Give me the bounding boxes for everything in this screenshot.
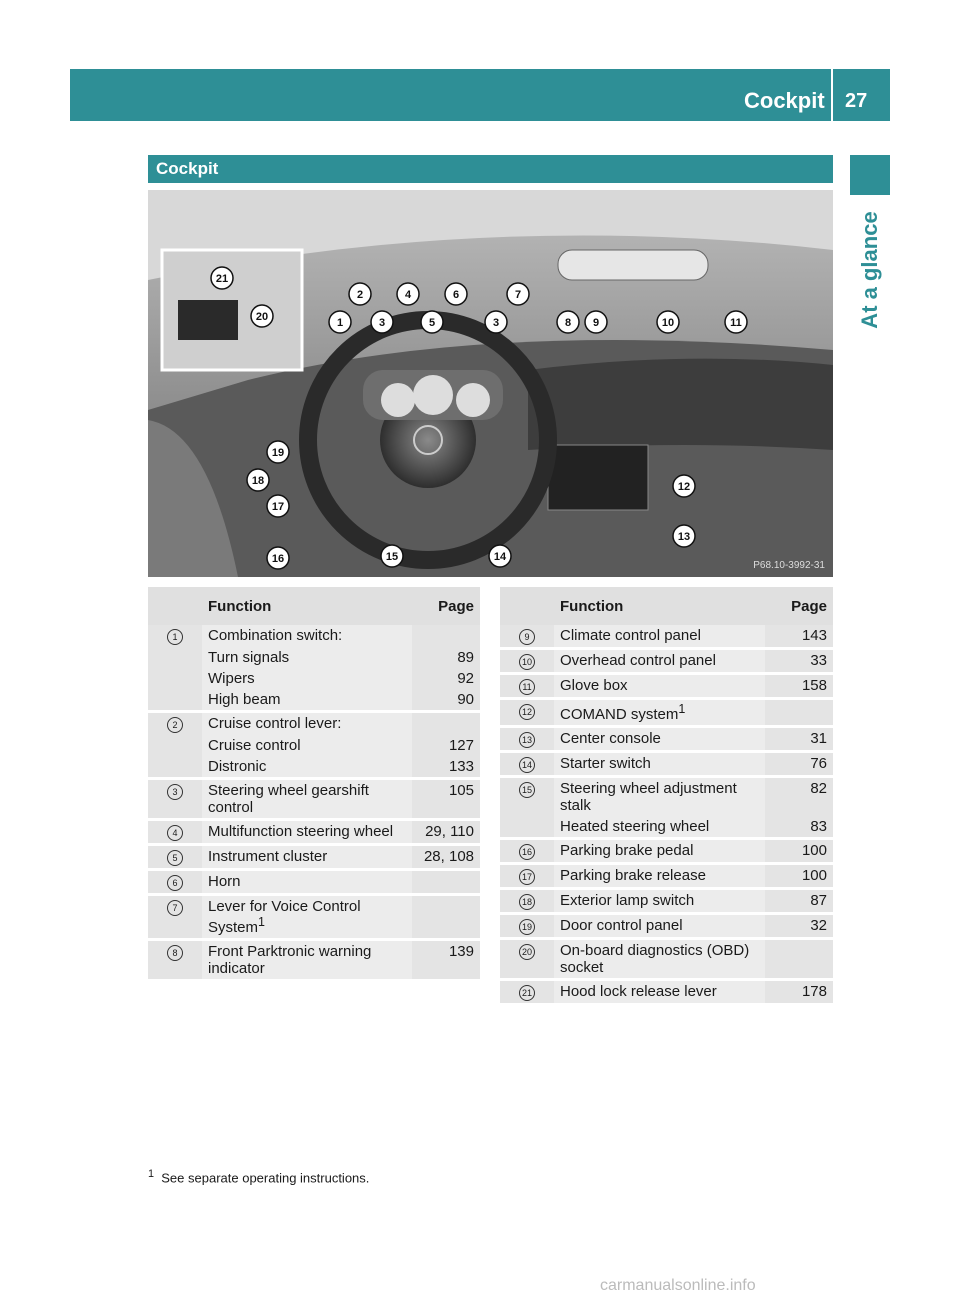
callout-marker xyxy=(371,311,393,333)
table-row xyxy=(500,864,833,889)
item-number-badge: 5 xyxy=(167,850,183,866)
callout-label: 15 xyxy=(385,551,399,563)
callout-marker xyxy=(489,545,511,567)
callout-label: 2 xyxy=(356,289,364,301)
function-cell xyxy=(554,889,765,914)
function-text: Steering wheel gearshift control xyxy=(208,782,369,816)
function-cell xyxy=(554,816,765,839)
table-row xyxy=(500,839,833,864)
item-number xyxy=(148,870,202,895)
item-number xyxy=(148,895,202,940)
function-text: Center console xyxy=(560,730,661,747)
item-number-badge: 18 xyxy=(519,894,535,910)
item-number xyxy=(148,756,202,779)
item-number xyxy=(500,980,554,1005)
callout-label: 7 xyxy=(514,289,522,301)
item-number xyxy=(148,625,202,647)
callout-marker xyxy=(349,283,371,305)
photo-code: P68.10-3992-31 xyxy=(753,560,825,571)
page-ref: 29, 110 xyxy=(412,820,480,845)
page-ref: 92 xyxy=(412,668,480,689)
callout-marker xyxy=(725,311,747,333)
item-number-badge: 17 xyxy=(519,869,535,885)
item-number-badge: 10 xyxy=(519,654,535,670)
item-number xyxy=(500,727,554,752)
callout-marker xyxy=(329,311,351,333)
function-text: Starter switch xyxy=(560,755,651,772)
function-cell xyxy=(202,668,412,689)
item-number xyxy=(500,649,554,674)
function-text: Multifunction steering wheel xyxy=(208,823,394,840)
page-ref: 82 xyxy=(765,777,833,817)
callout-label: 21 xyxy=(215,273,229,285)
page-ref: 100 xyxy=(765,864,833,889)
function-cell xyxy=(554,649,765,674)
header-title: Cockpit xyxy=(744,88,825,113)
function-cell xyxy=(554,727,765,752)
callout-label: 17 xyxy=(271,501,285,513)
item-number xyxy=(500,674,554,699)
callout-marker xyxy=(211,267,233,289)
callout-marker xyxy=(267,495,289,517)
cockpit-photo xyxy=(148,190,833,577)
item-number xyxy=(148,712,202,736)
table-row xyxy=(500,914,833,939)
function-cell xyxy=(202,735,412,756)
table-row xyxy=(500,699,833,727)
page-ref: 127 xyxy=(412,735,480,756)
side-tab-label-wrap xyxy=(850,200,890,340)
item-number-badge: 6 xyxy=(167,875,183,891)
function-text: Cruise control lever: xyxy=(208,715,342,732)
function-cell xyxy=(202,895,412,940)
page-ref: 32 xyxy=(765,914,833,939)
callout-label: 8 xyxy=(564,317,572,329)
callout-layer xyxy=(148,190,833,577)
function-cell xyxy=(554,864,765,889)
function-text: Steering wheel adjustment stalk xyxy=(560,780,737,814)
callout-label: 12 xyxy=(677,481,691,493)
item-number xyxy=(500,914,554,939)
item-number-badge: 2 xyxy=(167,717,183,733)
item-number xyxy=(148,735,202,756)
callout-label: 6 xyxy=(452,289,460,301)
page-number: 27 xyxy=(845,90,868,112)
callout-marker xyxy=(267,441,289,463)
function-text: Front Parktronic warning indicator xyxy=(208,943,372,977)
section-bar xyxy=(148,155,833,183)
watermark: carmanualsonline.info xyxy=(600,1277,756,1294)
table-row xyxy=(500,777,833,817)
function-cell xyxy=(554,777,765,817)
callout-marker xyxy=(421,311,443,333)
item-number xyxy=(148,779,202,820)
table-row xyxy=(500,625,833,649)
function-cell xyxy=(202,712,412,736)
function-cell xyxy=(202,756,412,779)
page-ref: 143 xyxy=(765,625,833,649)
callout-marker xyxy=(397,283,419,305)
header-separator xyxy=(831,69,833,121)
function-cell xyxy=(554,939,765,980)
table-row xyxy=(148,779,480,820)
page-ref: 105 xyxy=(412,779,480,820)
footnote xyxy=(148,1168,369,1185)
page-ref: 133 xyxy=(412,756,480,779)
callout-label: 9 xyxy=(592,317,600,329)
side-tab-label: At a glance xyxy=(857,211,882,329)
col-header-page: Page xyxy=(412,587,480,625)
function-cell xyxy=(202,625,412,647)
item-number-badge: 7 xyxy=(167,900,183,916)
page-ref: 89 xyxy=(412,647,480,668)
item-number xyxy=(500,889,554,914)
item-number xyxy=(148,820,202,845)
function-text: Door control panel xyxy=(560,917,683,934)
callout-marker xyxy=(485,311,507,333)
page-ref xyxy=(412,625,480,647)
col-header-function: Function xyxy=(554,587,765,625)
callout-label: 10 xyxy=(661,317,675,329)
table-row xyxy=(148,845,480,870)
callout-label: 4 xyxy=(404,289,412,301)
table-row xyxy=(148,940,480,981)
function-cell xyxy=(554,752,765,777)
item-number-badge: 4 xyxy=(167,825,183,841)
item-number xyxy=(500,699,554,727)
page-ref: 76 xyxy=(765,752,833,777)
table-row xyxy=(148,712,480,736)
page-ref: 83 xyxy=(765,816,833,839)
callout-marker xyxy=(247,469,269,491)
item-number xyxy=(500,864,554,889)
function-text: Combination switch: xyxy=(208,627,343,644)
function-cell xyxy=(202,845,412,870)
function-table-left xyxy=(148,587,480,982)
callout-marker xyxy=(267,547,289,569)
function-text: Overhead control panel xyxy=(560,652,716,669)
item-number-badge: 3 xyxy=(167,784,183,800)
page-ref xyxy=(412,895,480,940)
footnote-ref: 1 xyxy=(678,702,686,716)
function-text: Heated steering wheel xyxy=(560,818,710,835)
table-row xyxy=(148,625,480,647)
page-ref: 28, 108 xyxy=(412,845,480,870)
function-text: Glove box xyxy=(560,677,628,694)
item-number xyxy=(148,647,202,668)
page-ref: 158 xyxy=(765,674,833,699)
page-ref: 100 xyxy=(765,839,833,864)
function-text: On-board diagnostics (OBD) socket xyxy=(560,942,750,976)
page-ref: 139 xyxy=(412,940,480,981)
function-text: Cruise control xyxy=(208,737,301,754)
page-ref xyxy=(412,870,480,895)
callout-marker xyxy=(557,311,579,333)
function-cell xyxy=(202,820,412,845)
function-cell xyxy=(202,940,412,981)
function-text: High beam xyxy=(208,691,281,708)
callout-marker xyxy=(251,305,273,327)
function-cell xyxy=(202,779,412,820)
function-text: Distronic xyxy=(208,758,267,775)
table-row xyxy=(500,816,833,839)
table-row xyxy=(148,668,480,689)
callout-label: 13 xyxy=(677,531,691,543)
callout-marker xyxy=(657,311,679,333)
function-text: Lever for Voice Control System xyxy=(208,898,361,936)
item-number xyxy=(148,940,202,981)
callout-marker xyxy=(673,475,695,497)
callout-marker xyxy=(445,283,467,305)
callout-label: 14 xyxy=(493,551,507,563)
callout-label: 3 xyxy=(492,317,500,329)
page-ref: 90 xyxy=(412,689,480,712)
item-number-badge: 15 xyxy=(519,782,535,798)
function-text: Horn xyxy=(208,873,241,890)
col-header-page: Page xyxy=(765,587,833,625)
page-ref: 87 xyxy=(765,889,833,914)
function-cell xyxy=(202,689,412,712)
function-text: Hood lock release lever xyxy=(560,983,717,1000)
function-table-right xyxy=(500,587,833,1006)
table-row xyxy=(148,870,480,895)
section-title: Cockpit xyxy=(156,159,219,178)
table-row xyxy=(500,727,833,752)
item-number-badge: 13 xyxy=(519,732,535,748)
callout-label: 18 xyxy=(251,475,265,487)
page-ref: 31 xyxy=(765,727,833,752)
callout-label: 16 xyxy=(271,553,285,565)
table-row xyxy=(148,689,480,712)
item-number xyxy=(500,625,554,649)
function-cell xyxy=(202,870,412,895)
function-text: Exterior lamp switch xyxy=(560,892,695,909)
function-text: Turn signals xyxy=(208,649,290,666)
item-number-badge: 9 xyxy=(519,629,535,645)
table-row xyxy=(148,735,480,756)
callout-marker xyxy=(673,525,695,547)
function-cell xyxy=(554,699,765,727)
col-header-num xyxy=(500,587,554,625)
function-text: Instrument cluster xyxy=(208,848,328,865)
function-text: Wipers xyxy=(208,670,255,687)
callout-label: 5 xyxy=(428,317,436,329)
item-number xyxy=(500,816,554,839)
function-cell xyxy=(554,625,765,649)
function-cell xyxy=(554,674,765,699)
callout-marker xyxy=(507,283,529,305)
item-number-badge: 12 xyxy=(519,704,535,720)
item-number-badge: 16 xyxy=(519,844,535,860)
item-number xyxy=(148,668,202,689)
function-cell xyxy=(554,839,765,864)
page-ref xyxy=(765,699,833,727)
table-row xyxy=(500,649,833,674)
item-number-badge: 21 xyxy=(519,985,535,1001)
item-number xyxy=(500,777,554,817)
item-number-badge: 19 xyxy=(519,919,535,935)
callout-label: 20 xyxy=(255,311,269,323)
table-row xyxy=(148,820,480,845)
function-cell xyxy=(202,647,412,668)
item-number-badge: 11 xyxy=(519,679,535,695)
table-row xyxy=(500,889,833,914)
footnote-mark: 1 xyxy=(148,1168,155,1180)
table-row xyxy=(500,939,833,980)
table-row xyxy=(500,752,833,777)
item-number-badge: 14 xyxy=(519,757,535,773)
function-text: Climate control panel xyxy=(560,627,701,644)
item-number xyxy=(148,845,202,870)
col-header-num xyxy=(148,587,202,625)
page-ref: 33 xyxy=(765,649,833,674)
table-row xyxy=(500,674,833,699)
page-ref xyxy=(765,939,833,980)
callout-label: 3 xyxy=(378,317,386,329)
callout-label: 1 xyxy=(336,317,344,329)
footnote-text: See separate operating instructions. xyxy=(161,1170,370,1186)
function-cell xyxy=(554,914,765,939)
item-number-badge: 8 xyxy=(167,945,183,961)
item-number-badge: 1 xyxy=(167,629,183,645)
page-ref: 178 xyxy=(765,980,833,1005)
table-row xyxy=(148,647,480,668)
side-tab xyxy=(850,155,890,195)
page-ref xyxy=(412,712,480,736)
table-row xyxy=(500,980,833,1005)
function-text: Parking brake pedal xyxy=(560,842,694,859)
callout-marker xyxy=(381,545,403,567)
item-number xyxy=(500,939,554,980)
function-text: Parking brake release xyxy=(560,867,706,884)
item-number-badge: 20 xyxy=(519,944,535,960)
callout-label: 11 xyxy=(730,317,742,329)
item-number xyxy=(500,752,554,777)
callout-marker xyxy=(585,311,607,333)
table-row xyxy=(148,756,480,779)
item-number xyxy=(500,839,554,864)
function-text: COMAND system xyxy=(560,706,679,723)
col-header-function: Function xyxy=(202,587,412,625)
footnote-ref: 1 xyxy=(258,915,265,929)
callout-label: 19 xyxy=(271,447,285,459)
table-row xyxy=(148,895,480,940)
function-cell xyxy=(554,980,765,1005)
item-number xyxy=(148,689,202,712)
